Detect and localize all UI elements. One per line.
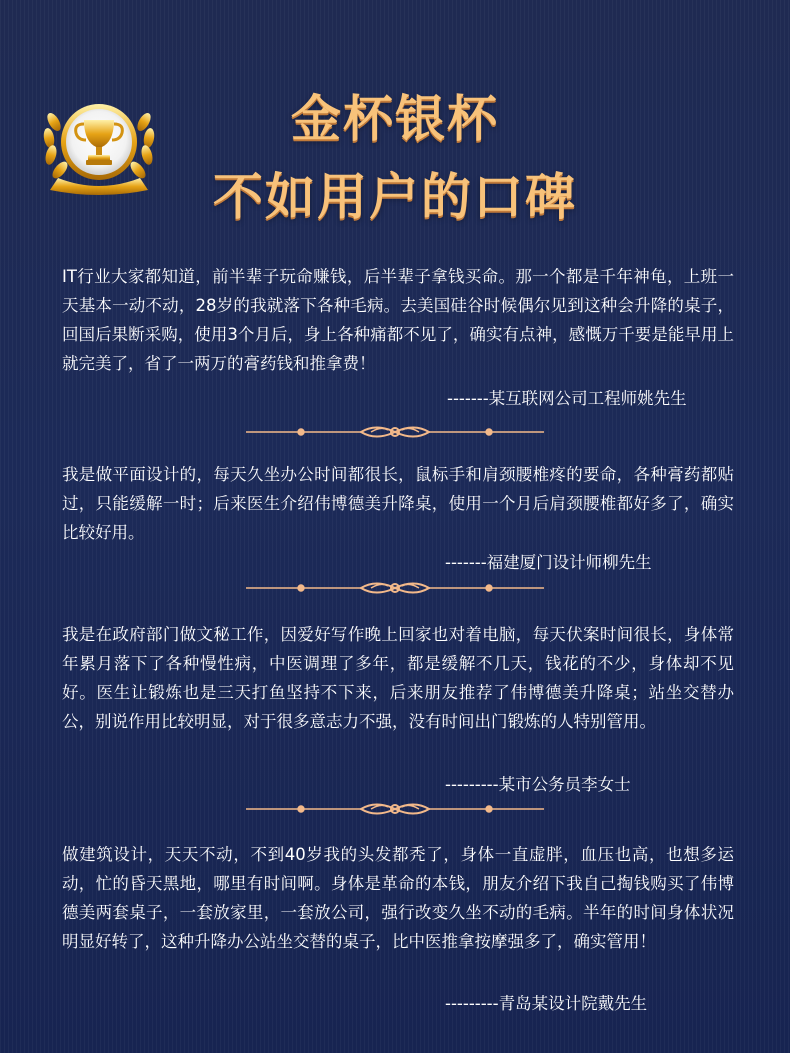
testimonial-text: 我是在政府部门做文秘工作，因爱好写作晚上回家也对着电脑，每天伏案时间很长，身体常年累月落下了各种慢性病，中医调理了多年，都是缓解不几天，钱花的不少，身体却不见好。医生让锻炼也是三天打鱼坚持不下来，后来朋友推荐了伟博德美升降桌；站坐交替办公，别说作用比较明显，对于很多意志力不强，没有时间出门锻炼的人特别管用。 xyxy=(62,625,734,731)
ornamental-divider-icon xyxy=(246,798,544,820)
page-subtitle: 不如用户的口碑 xyxy=(213,168,577,226)
testimonial-text: 做建筑设计，天天不动，不到40岁我的头发都秃了，身体一直虚胖，血压也高，也想多运动，忙的昏天黑地，哪里有时间啊。身体是革命的本钱，朋友介绍下我自己掏钱购买了伟博德美两套桌子，一套放家里，一套放公司，强行改变久坐不动的毛病。半年的时间身体状况明显好转了，这种升降办公站坐交替的桌子，比中医推拿按摩强多了，确实管用！ xyxy=(62,845,734,951)
testimonial-signature: -------福建厦门设计师柳先生 xyxy=(445,553,652,572)
page-title: 金杯银杯 xyxy=(291,90,499,148)
testimonial-signature: ---------某市公务员李女士 xyxy=(445,775,631,794)
ornamental-divider-icon xyxy=(246,421,544,443)
testimonial-card xyxy=(62,262,734,378)
testimonial-signature: ---------青岛某设计院戴先生 xyxy=(445,994,648,1013)
testimonial-card xyxy=(62,840,734,956)
testimonial-text: 我是做平面设计的，每天久坐办公时间都很长，鼠标手和肩颈腰椎疼的要命，各种膏药都贴过，只能缓解一时；后来医生介绍伟博德美升降桌，使用一个月后肩颈腰椎都好多了，确实比较好用。 xyxy=(62,465,734,542)
ornamental-divider-icon xyxy=(246,577,544,599)
testimonial-card xyxy=(62,460,734,547)
testimonial-text: IT行业大家都知道，前半辈子玩命赚钱，后半辈子拿钱买命。那一个都是千年神龟，上班一天基本一动不动，28岁的我就落下各种毛病。去美国硅谷时候偶尔见到这种会升降的桌子，回国后果断采购，使用3个月后，身上各种痛都不见了，确实有点神，感慨万千要是能早用上就完美了，省了一两万的膏药钱和推拿费！ xyxy=(62,267,734,373)
testimonial-card xyxy=(62,620,734,736)
testimonial-signature: -------某互联网公司工程师姚先生 xyxy=(447,389,687,408)
